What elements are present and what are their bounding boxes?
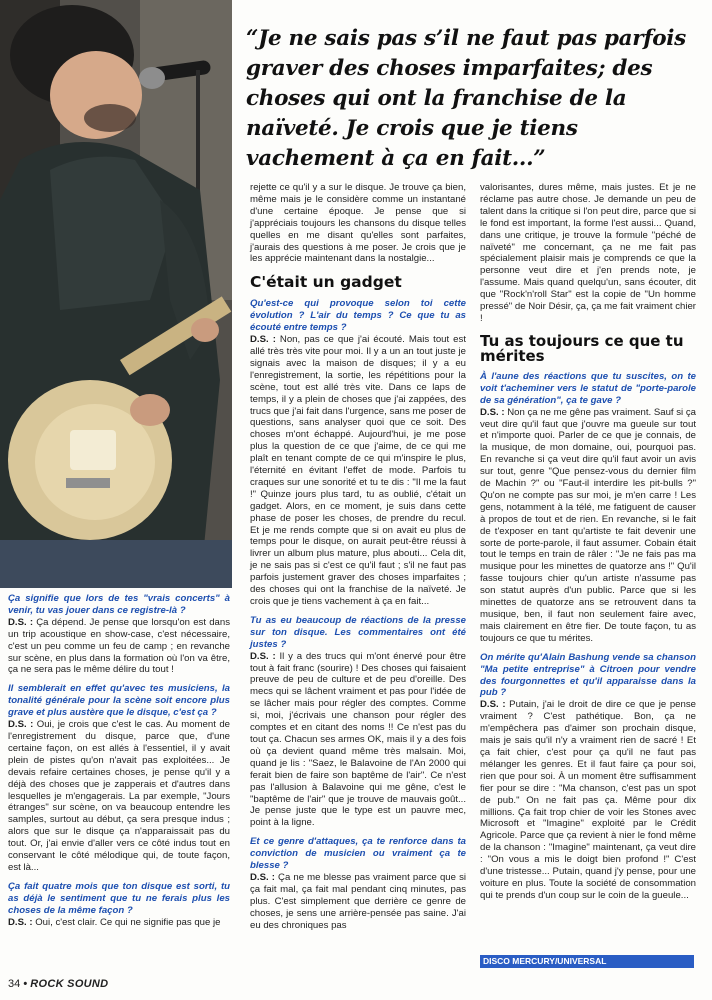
speaker-label: D.S. : bbox=[480, 699, 506, 711]
subheading: C'était un gadget bbox=[250, 273, 402, 292]
subheading: Tu as toujours ce que tu mérites bbox=[480, 331, 684, 365]
question: Et ce genre d'attaques, ça te renforce dans ta conviction de musicien ou vraiment ça te blesse ? bbox=[250, 836, 466, 872]
answer bbox=[8, 617, 230, 677]
speaker-label: D.S. : bbox=[8, 616, 34, 628]
answer-text: Putain, j'ai le droit de dire ce que je pense vraiment ? C'est pathétique. Bon, ça ne m'empêchera pas d'aimer son prochain disque, mais je sais qu'il n'y a vraiment rien de sacré ! Et ça fait chier, c'est pour ça qu'il ne faut pas mélanger les genres. Et il faut faire ça pour soi, rien que pour soi. À un moment être suffisamment fier pour se dire : "Ma chanson, c'est pas un spot de pub." On ne fait pas ça. Même pour dix millions. Ça fait trop chier de voir les Stones avec Microsoft et "Imagine" exploité par le Crédit Agricole. Parce que ça revient à nier le fond même de la chanson : "Imagine" maintenant, ça veut dire : "On vous a mis le doigt bien profond !" C'est d'une tristesse... Putain, quand j'y pense, pour une voiture en plus. Toute la société de consommation qui te prends d'un coup sur le coin de la gueule... bbox=[480, 699, 696, 901]
answer-text: Non, pas ce que j'ai écouté. Mais tout est allé très très vite pour moi. Il y a un an tout juste je signais avec la maison de disques; il y a eu l'enregistrement, la sortie, les répétitions pour la scène, tout est allé très vite. Dans ce laps de temps, il y a plein de choses que j'ai zappées, des trucs que j'ai fait dans l'urgence, sans me poser de questions, sans analyser quoi que ce soit. Des choses m'ont échappé. Aujourd'hui, je me pose plus la question de ce que j'aime, de ce qui me plaît en tenant compte de ce qui m'inspire le plus, l'éternité en évitant l'effet de mode. Parfois tu craques sur une sonorité et tu te dis : "Il me la faut !" Quinze jours plus tard, tu as oublié, c'était un gadget. Alors, en ce moment, je suis dans cette phase de poser les choses, de prendre du recul. Et je me rends compte que si on avait eu plus de temps pour le disque, on aurait peut-être réussi à livrer un album plus mature, plus abouti... Cela dit, je ne sais pas si c'est ce qu'il faut ; s'il ne faut pas parfois justement graver des choses imparfaites ; des choses qui ont la franchise de la naïveté. Je crois que je tiens vachement à ça en fait... bbox=[250, 334, 466, 607]
column-left bbox=[8, 593, 230, 928]
answer-text: Non ça ne me gêne pas vraiment. Sauf si ça veut dire qu'il faut que j'ouvre ma gueule sur tout et n'importe quoi. Parler de ce que je connais, de la musique, de mon domaine, oui, pourquoi pas. En revanche si ça veut dire qu'il faut avoir un avis sur tout, genre "Que pensez-vous du dernier film de Machin ?" ou "Faut-il interdire les pit-bulls ?" Qu'on ne compte pas sur moi, je m'en carre ! Les gens, notamment à la télé, me fatiguent de causer à propos de tout et de rien. En revanche, si le fait de t'exposer en tant qu'artiste te fait devenir une sorte de porte-parole, il faut assumer. Cobain était tout le temps en train de râler : "Je ne fais pas ma musique pour les minettes de quatorze ans !" Qu'il fasse toujours chier qu'un artiste n'assume pas son statut auprès d'un public. Parce que si les minettes de quatorze ans se retrouvent dans ta musique, ben, il faut non seulement faire avec, mais clairement en être fier. De toute façon, tu as toujours ce que tu mérites. bbox=[480, 406, 696, 644]
column-middle bbox=[250, 182, 466, 931]
magazine-name: ROCK SOUND bbox=[30, 978, 109, 990]
question: Il semblerait en effet qu'avec tes musiciens, la tonalité générale pour la scène soit encore plus grave et plus austère que le disque, c'est ça ? bbox=[8, 683, 230, 719]
answer bbox=[250, 872, 466, 932]
column-right bbox=[480, 182, 696, 902]
answer bbox=[250, 651, 466, 830]
answer-text: Oui, je crois que c'est le cas. Au moment de l'enregistrement du disque, parce que, d'une certaine façon, on est allés à l'essentiel, il y avait plein de pistes qu'on n'avait pas exploitées... Je devais refaire certaines choses, je pense qu'il y a déjà des choses que je zapperais et d'autres dans lesquelles je m'engagerais. La par exemple, "Jours étranges" sur scène, on va beaucoup entendre les samples, surtout au début, ça sera presque indus ; alors que sur le disque ça n'apparaissait pas du tout. Or, j'ai envie d'aller vers ce côté indus tout en conservant le côté mélodique qui, de toute façon, est là... bbox=[8, 719, 230, 873]
label-credit-bar: DISCO MERCURY/UNIVERSAL bbox=[480, 955, 694, 968]
speaker-label: D.S. : bbox=[250, 871, 275, 883]
answer bbox=[480, 407, 696, 645]
question: Ça signifie que lors de tes "vrais concerts" à venir, tu vas jouer dans ce registre-là ? bbox=[8, 593, 230, 616]
paragraph: valorisantes, dures même, mais justes. Et je ne réclame pas autre chose. Je demande un peu de talent dans la critique si l'on peut dire, parce que si le fond est important, la forme l'est aussi... Quand, dans une critique, je trouve la formule "péché de naïveté" me concernant, ça ne me fait pas spécialement plaisir mais je comprends ce que la personne veut dire et j'en prends note, je l'assume. Mais quand quelqu'un, sans écouter, dit que "Rock'n'roll Star" est la copie de "Un homme pressé" de Noir Désir, ça, ça me fait vraiment chier ! bbox=[480, 182, 696, 324]
answer bbox=[480, 699, 696, 901]
speaker-label: D.S. : bbox=[250, 334, 276, 346]
footer-bullet: • bbox=[23, 978, 28, 990]
answer-text: Ça ne me blesse pas vraiment parce que si ça fait mal, ça fait mal pendant cinq minutes, pas plus. C'est simplement que derrière ce genre de choses, je sens une arrière-pensée pas saine. J'ai eu des chroniques pas bbox=[250, 871, 466, 931]
answer-text: Oui, c'est clair. Ce qui ne signifie pas que je bbox=[32, 916, 221, 928]
answer bbox=[8, 719, 230, 874]
answer-text: Il y a des trucs qui m'ont énervé pour être tout à fait franc (sourire) ! Des choses qui faisaient preuve de peu de culture et de peu d'oreille. Des mecs qui se lâchent vraiment et pas pour l'idée de se lâcher mais pour régler des comptes. Comme si, moi, j'écrivais une chanson pour régler des comptes et en citant des noms !! Ce n'est pas du tout ça. Chacun ses armes OK, mais il y a des fois où ça devient quand même très malsain. Moi, quand je lis : "Saez, le Balavoine de l'An 2000 qui ferait bien de faire son baptême de l'air". Ce n'est pas l'allusion à Balavoine qui me gêne, c'est le "baptême de l'air" que je trouve de mauvais goût... Je pense juste que le type est un pauvre mec, point à la ligne. bbox=[250, 650, 466, 829]
answer bbox=[250, 334, 466, 608]
page-number: 34 bbox=[8, 978, 21, 990]
speaker-label: D.S. : bbox=[8, 719, 34, 731]
question: Ça fait quatre mois que ton disque est sorti, tu as déjà le sentiment que tu ne ferais plus les choses de la même façon ? bbox=[8, 880, 230, 916]
question: Tu as eu beaucoup de réactions de la presse sur ton disque. Les commentaires ont été justes ? bbox=[250, 614, 466, 650]
answer-text: Ça dépend. Je pense que lorsqu'on est dans un trip acoustique en show-case, c'est nécessaire, c'est un peu comme un feu de camp ; en revanche sur scène, en plus dans la formation où l'on va être, ça ne sera pas le même délire du tout ! bbox=[8, 616, 230, 676]
speaker-label: D.S. : bbox=[480, 406, 505, 418]
page-footer bbox=[8, 978, 108, 990]
answer bbox=[8, 917, 230, 929]
speaker-label: D.S. : bbox=[8, 916, 33, 928]
speaker-label: D.S. : bbox=[250, 650, 276, 662]
question: On mérite qu'Alain Bashung vende sa chanson "Ma petite entreprise" à Citroen pour vendre des fourgonnettes et qu'il apparaisse dans la pub ? bbox=[480, 651, 696, 699]
question: À l'aune des réactions que tu suscites, on te voit t'acheminer vers le statut de "porte-parole de sa génération", ça te gave ? bbox=[480, 370, 696, 406]
paragraph: rejette ce qu'il y a sur le disque. Je trouve ça bien, même mais je le considère comme un instantané d'une certaine époque. Je pense que si j'appréciais toujours les chansons du disque telles quelles en me disant qu'elles sont parfaites, j'aurais des questions à me poser. Je crois que je les apprécie maintenant dans la nostalgie... bbox=[250, 182, 466, 265]
artist-photo bbox=[0, 0, 232, 588]
question: Qu'est-ce qui provoque selon toi cette évolution ? L'air du temps ? Ce que tu as écouté entre temps ? bbox=[250, 298, 466, 334]
pull-quote: “Je ne sais pas s’il ne faut pas parfois graver des choses imparfaites; des choses qui ont la franchise de la naïveté. Je crois que je tiens vachement à ça en fait...” bbox=[246, 26, 686, 171]
